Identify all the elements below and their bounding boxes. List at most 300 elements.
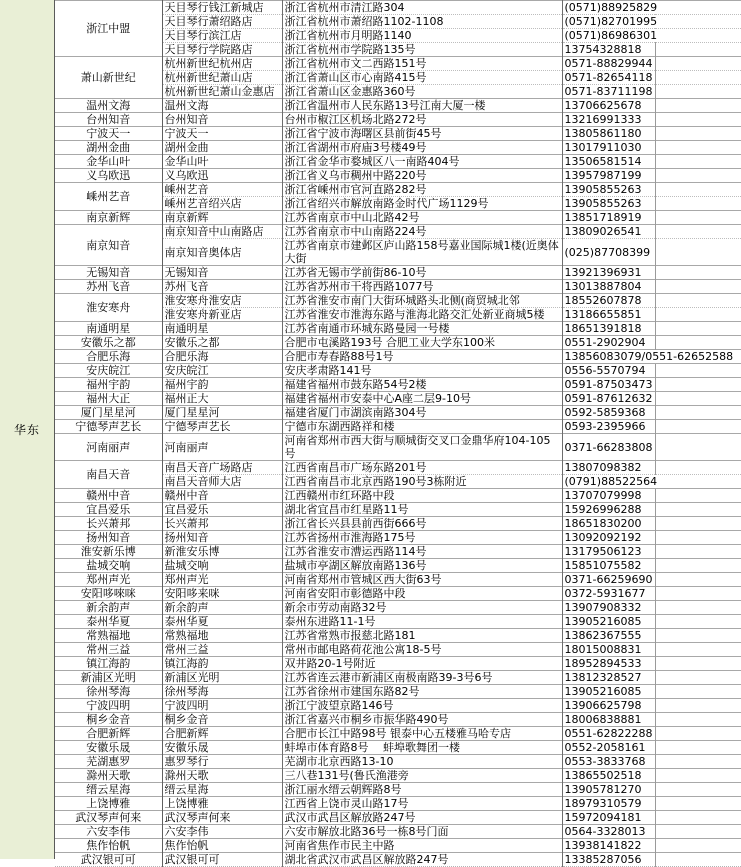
store-cell: 常熟福地 [162,629,282,643]
table-row [55,727,741,741]
dealer-cell: 安阳哆唻咪 [55,587,162,601]
store-cell: 徐州琴海 [162,685,282,699]
dealer-cell: 河南丽声 [55,434,162,461]
store-cell: 郑州声光 [162,573,282,587]
phone-cell: 0551-62822288 [562,727,655,741]
dealer-cell: 合肥乐海 [55,350,162,364]
address-cell: 福建省福州市安泰中心A座二层9-10号 [282,392,562,406]
store-cell: 金华山叶 [162,155,282,169]
spacer-cell [655,155,741,169]
address-cell: 安庆孝肃路141号 [282,364,562,378]
dealer-cell: 扬州知音 [55,531,162,545]
spacer-cell [655,685,741,699]
table-row [55,839,741,853]
store-cell: 杭州新世纪萧山店 [162,71,282,85]
store-cell: 六安李伟 [162,825,282,839]
store-cell: 安庆皖江 [162,364,282,378]
address-cell: 芜湖市北京西路13-10 [282,755,562,769]
spacer-cell [655,531,741,545]
store-cell: 厦门星星河 [162,406,282,420]
dealer-cell: 芜湖惠罗 [55,755,162,769]
table-row [55,127,741,141]
address-cell: 浙江省金华市婺城区八一南路404号 [282,155,562,169]
phone-cell: (0791)88522564 [562,475,655,489]
store-cell: 台州知音 [162,113,282,127]
address-cell: 浙江省萧山区金惠路360号 [282,85,562,99]
dealer-cell: 长兴萧邦 [55,517,162,531]
phone-cell: 0571-88829944 [562,57,655,71]
table-row [55,811,741,825]
spacer-cell [655,141,741,155]
table-row [55,489,741,503]
spacer-cell [655,503,741,517]
address-cell: 江苏省常熟市报慈北路181 [282,629,562,643]
spacer-cell [655,587,741,601]
spacer-cell [655,699,741,713]
phone-cell: 18651830200 [562,517,655,531]
store-cell: 南京知音中山南路店 [162,225,282,239]
table-row [55,155,741,169]
spacer-cell [655,755,741,769]
table-row [55,434,741,461]
phone-cell: 0552-2058161 [562,741,655,755]
store-cell: 苏州飞音 [162,280,282,294]
phone-cell: 0591-87612632 [562,392,655,406]
address-cell: 福建省厦门市湖滨南路304号 [282,406,562,420]
address-cell: 浙江省嵊州市官河直路282号 [282,183,562,197]
store-cell: 湖州金曲 [162,141,282,155]
address-cell: 江西省上饶市灵山路17号 [282,797,562,811]
spacer-cell [655,545,741,559]
phone-cell: 13754328818 [562,43,655,57]
dealer-cell: 厦门星星河 [55,406,162,420]
phone-cell: 13907908332 [562,601,655,615]
spacer-cell [655,434,741,461]
spacer-cell [655,392,741,406]
table-row [55,294,741,308]
table-row [55,57,741,71]
table-row [55,350,741,364]
address-cell: 江苏省南京市中山北路42号 [282,211,562,225]
dealer-cell: 合肥新辉 [55,727,162,741]
spacer-cell [655,671,741,685]
dealer-cell: 缙云星海 [55,783,162,797]
phone-cell: 18979310579 [562,797,655,811]
dealer-cell: 新浦区光明 [55,671,162,685]
store-cell: 赣州中音 [162,489,282,503]
table-row [55,420,741,434]
spacer-cell [655,113,741,127]
store-cell: 嵊州艺音 [162,183,282,197]
address-cell: 河南省郑州市管城区西大街63号 [282,573,562,587]
spacer-cell [655,71,741,85]
dealer-cell: 镇江海韵 [55,657,162,671]
address-cell: 江西省南昌市广场东路201号 [282,461,562,475]
table-row [55,266,741,280]
address-cell: 江西赣州市红环路中段 [282,489,562,503]
address-cell: 湖北省宜昌市红星路11号 [282,503,562,517]
spacer-cell [655,1,741,15]
table-row [55,503,741,517]
phone-cell: 13385287056 [562,853,655,867]
phone-cell: 0592-5859368 [562,406,655,420]
table-row [55,825,741,839]
region-cell [0,0,55,859]
table-row [55,755,741,769]
phone-cell: (0571)88925829 [562,1,655,15]
dealer-cell: 六安李伟 [55,825,162,839]
address-cell: 福建省福州市鼓东路54号2楼 [282,378,562,392]
dealer-cell: 湖州金曲 [55,141,162,155]
store-cell: 宁德琴声艺长 [162,420,282,434]
spacer-cell [655,99,741,113]
spacer-cell [655,839,741,853]
store-cell: 滁州天歌 [162,769,282,783]
table-row [55,336,741,350]
store-cell: 宁波四明 [162,699,282,713]
address-cell: 双井路20-1号附近 [282,657,562,671]
store-cell: 武汉银可可 [162,853,282,867]
store-cell: 南昌天音广场路店 [162,461,282,475]
store-cell: 义乌欧迅 [162,169,282,183]
address-cell: 江苏省扬州市淮海路175号 [282,531,562,545]
store-cell: 宜昌爱乐 [162,503,282,517]
phone-cell: 0371-66259690 [562,573,655,587]
spacer-cell [655,225,741,239]
phone-cell: 18552607878 [562,294,655,308]
table-row [55,545,741,559]
spacer-cell [655,239,741,266]
spacer-cell [655,169,741,183]
spacer-cell [655,601,741,615]
table-row [55,461,741,475]
address-cell: 浙江省义乌市稠州中路220号 [282,169,562,183]
table-row [55,211,741,225]
store-cell: 淮安寒舟淮安店 [162,294,282,308]
store-cell: 长兴萧邦 [162,517,282,531]
dealer-cell: 宁德琴声艺长 [55,420,162,434]
table-row [55,629,741,643]
table-row [55,406,741,420]
store-cell: 南通明星 [162,322,282,336]
table-row [55,657,741,671]
dealer-cell: 台州知音 [55,113,162,127]
spacer-cell [655,783,741,797]
address-cell: 江苏省南通市环城东路曼园一号楼 [282,322,562,336]
spacer-cell [655,853,741,867]
store-cell: 南京新辉 [162,211,282,225]
address-cell: 江苏省苏州市干将西路1077号 [282,280,562,294]
table-row [55,783,741,797]
address-cell: 浙江宁波望京路146号 [282,699,562,713]
spacer-cell [655,211,741,225]
dealer-cell: 常州三益 [55,643,162,657]
address-cell: 江苏省淮安市南门大街环城路头北侧(商贸城北邻 [282,294,562,308]
phone-cell: 13906625798 [562,699,655,713]
phone-cell: 13905855263 [562,183,655,197]
table-row [55,685,741,699]
store-cell: 嵊州艺音绍兴店 [162,197,282,211]
spacer-cell [655,615,741,629]
spacer-cell [655,378,741,392]
store-cell: 福州正大 [162,392,282,406]
phone-cell: 13706625678 [562,99,655,113]
phone-cell: 13017911030 [562,141,655,155]
store-cell: 新浦区光明 [162,671,282,685]
store-cell: 缙云星海 [162,783,282,797]
dealer-cell: 宜昌爱乐 [55,503,162,517]
spacer-cell [655,657,741,671]
dealer-cell: 滁州天歌 [55,769,162,783]
dealer-cell: 武汉琴声何来 [55,811,162,825]
phone-cell: 0571-82654118 [562,71,655,85]
dealer-cell: 泰州华夏 [55,615,162,629]
phone-cell: (0571)86986301 [562,29,655,43]
store-cell: 焦作怡帆 [162,839,282,853]
table-row [55,573,741,587]
phone-cell: 13809026541 [562,225,655,239]
spacer-cell [655,127,741,141]
phone-cell: 13957987199 [562,169,655,183]
spacer-cell [655,643,741,657]
store-cell: 泰州华夏 [162,615,282,629]
spacer-cell [655,280,741,294]
spacer-cell [655,797,741,811]
store-cell: 温州文海 [162,99,282,113]
store-cell: 南昌天音师大店 [162,475,282,489]
store-cell: 淮安寒舟新亚店 [162,308,282,322]
spacer-cell [655,489,741,503]
dealer-cell: 安徽乐晟 [55,741,162,755]
table-row [55,671,741,685]
address-cell: 江苏省徐州市建国东路82号 [282,685,562,699]
dealer-cell: 宁波天一 [55,127,162,141]
address-cell: 三八巷131号(鲁氏渔港旁 [282,769,562,783]
phone-cell: 0371-66283808 [562,434,655,461]
table-row [55,517,741,531]
table-row [55,587,741,601]
address-cell: 江西省南昌市北京西路190号3栋附近 [282,475,562,489]
table-row [55,615,741,629]
phone-cell: 13812328527 [562,671,655,685]
store-cell: 天目琴行萧绍路店 [162,15,282,29]
address-cell: 江苏省淮安市漕运西路114号 [282,545,562,559]
phone-cell: 0551-2902904 [562,336,655,350]
store-cell: 杭州新世纪杭州店 [162,57,282,71]
phone-cell: 13216991333 [562,113,655,127]
phone-cell: 13921396931 [562,266,655,280]
spacer-cell [655,811,741,825]
address-cell: 江苏省淮安市淮海东路与淮海北路交汇处新亚商城5楼 [282,308,562,322]
spacer-cell [655,308,741,322]
store-cell: 宁波天一 [162,127,282,141]
phone-cell: 13707079998 [562,489,655,503]
address-cell: 泰州东进路11-1号 [282,615,562,629]
spacer-cell [655,322,741,336]
store-cell: 盐城交响 [162,559,282,573]
dealer-table [55,0,741,867]
dealer-cell: 宁波四明 [55,699,162,713]
address-cell: 河南省焦作市民主中路 [282,839,562,853]
dealer-cell: 盐城交响 [55,559,162,573]
phone-cell: 15851075582 [562,559,655,573]
spacer-cell [655,197,741,211]
dealer-cell: 浙江中盟 [55,1,162,57]
table-row [55,713,741,727]
table-row [55,322,741,336]
spacer-cell [655,29,741,43]
store-cell: 武汉琴声何来 [162,811,282,825]
spacer-cell [655,629,741,643]
phone-cell: 13938141822 [562,839,655,853]
dealer-cell: 金华山叶 [55,155,162,169]
phone-cell: 0372-5931677 [562,587,655,601]
phone-cell: 13179506123 [562,545,655,559]
dealer-cell: 福州宇韵 [55,378,162,392]
phone-cell: 13865502518 [562,769,655,783]
address-cell: 河南省郑州市西大街与顺城街交叉口金鼎华府104-105号 [282,434,562,461]
store-cell: 天目琴行滨江店 [162,29,282,43]
address-cell: 浙江丽水缙云朝辉路8号 [282,783,562,797]
phone-cell: (0571)82701995 [562,15,655,29]
dealer-cell: 安徽乐之都 [55,336,162,350]
phone-cell: 0553-3833768 [562,755,655,769]
table-row [55,769,741,783]
dealer-cell: 常熟福地 [55,629,162,643]
dealer-cell: 郑州声光 [55,573,162,587]
store-cell: 河南丽声 [162,434,282,461]
phone-cell: 0571-83711198 [562,85,655,99]
dealer-cell: 南通明星 [55,322,162,336]
table-row [55,169,741,183]
phone-cell: 13092092192 [562,531,655,545]
spacer-cell [655,183,741,197]
dealer-cell: 南昌天音 [55,461,162,489]
store-cell: 扬州知音 [162,531,282,545]
table-row [55,699,741,713]
store-cell: 上饶博雅 [162,797,282,811]
dealer-cell: 武汉银可可 [55,853,162,867]
address-cell: 合肥市屯溪路193号 合肥工业大学东100米 [282,336,562,350]
phone-cell: 13807098382 [562,461,655,475]
address-cell: 浙江省杭州市清江路304 [282,1,562,15]
table-row [55,643,741,657]
table-row [55,141,741,155]
store-cell: 新余韵声 [162,601,282,615]
address-cell: 浙江省嘉兴市桐乡市振华路490号 [282,713,562,727]
address-cell: 武汉市武昌区解放路247号 [282,811,562,825]
store-cell: 镇江海韵 [162,657,282,671]
dealer-cell: 无锡知音 [55,266,162,280]
phone-cell: 13905216085 [562,685,655,699]
phone-cell: 0591-87503473 [562,378,655,392]
address-cell: 河南省安阳市彰德路中段 [282,587,562,601]
phone-cell: 15926996288 [562,503,655,517]
dealer-cell: 焦作怡帆 [55,839,162,853]
table-row [55,378,741,392]
address-cell: 蚌埠市体育路8号 蚌埠歌舞团一楼 [282,741,562,755]
table-row [55,853,741,867]
spacer-cell [655,727,741,741]
store-cell: 安阳哆来咪 [162,587,282,601]
address-cell: 浙江省湖州市府庙3号楼49号 [282,141,562,155]
address-cell: 浙江省萧山区市心南路415号 [282,71,562,85]
spacer-cell [655,364,741,378]
address-cell: 江苏省连云港市新浦区南极南路39-3号6号 [282,671,562,685]
table-row [55,797,741,811]
address-cell: 江苏省南京市中山南路224号 [282,225,562,239]
spacer-cell [655,406,741,420]
store-cell: 桐乡金音 [162,713,282,727]
phone-cell: 13856083079/0551-62652588 [562,350,655,364]
dealer-cell: 温州文海 [55,99,162,113]
store-cell: 杭州新世纪萧山金惠店 [162,85,282,99]
dealer-cell: 新余韵声 [55,601,162,615]
address-cell: 六安市解放北路36号一栋8号门面 [282,825,562,839]
address-cell: 宁德市东湖西路祥和楼 [282,420,562,434]
store-cell: 无锡知音 [162,266,282,280]
store-cell: 合肥乐海 [162,350,282,364]
dealer-cell: 淮安寒舟 [55,294,162,322]
spacer-cell [655,15,741,29]
table-row [55,280,741,294]
phone-cell: (025)87708399 [562,239,655,266]
dealer-table-body [55,1,741,867]
phone-cell: 18651391818 [562,322,655,336]
address-cell: 合肥市寿春路88号1号 [282,350,562,364]
store-cell: 安徽乐晟 [162,741,282,755]
address-cell: 江苏省南京市建邺区庐山路158号嘉业国际城1楼(近奥体大街 [282,239,562,266]
table-row [55,1,741,15]
address-cell: 浙江省宁波市海曙区县前街45号 [282,127,562,141]
table-row [55,364,741,378]
spacer-cell [655,573,741,587]
region-label: 华东 [13,423,40,437]
spacer-cell [655,85,741,99]
table-row [55,225,741,239]
spacer-cell [655,475,741,489]
dealer-cell: 桐乡金音 [55,713,162,727]
store-cell: 福州宇韵 [162,378,282,392]
phone-cell: 13013887804 [562,280,655,294]
dealer-cell: 上饶博雅 [55,797,162,811]
phone-cell: 13506581514 [562,155,655,169]
table-row [55,531,741,545]
dealer-cell: 福州大正 [55,392,162,406]
dealer-cell: 赣州中音 [55,489,162,503]
address-cell: 常州市邮电路荷花池公寓18-5号 [282,643,562,657]
dealer-cell: 苏州飞音 [55,280,162,294]
address-cell: 台州市椒江区机场北路272号 [282,113,562,127]
address-cell: 盐城市亭湖区解放南路136号 [282,559,562,573]
spacer-cell [655,336,741,350]
phone-cell: 13905781270 [562,783,655,797]
phone-cell: 13186655851 [562,308,655,322]
dealer-cell: 徐州琴海 [55,685,162,699]
address-cell: 浙江省绍兴市解放南路金时代广场1129号 [282,197,562,211]
dealer-cell: 嵊州艺音 [55,183,162,211]
table-row [55,113,741,127]
phone-cell: 18952894533 [562,657,655,671]
store-cell: 惠罗琴行 [162,755,282,769]
phone-cell: 13862367555 [562,629,655,643]
phone-cell: 13851718919 [562,211,655,225]
spacer-cell [655,43,741,57]
phone-cell: 13805861180 [562,127,655,141]
phone-cell: 18015008831 [562,643,655,657]
phone-cell: 13905855263 [562,197,655,211]
store-cell: 南京知音奥体店 [162,239,282,266]
